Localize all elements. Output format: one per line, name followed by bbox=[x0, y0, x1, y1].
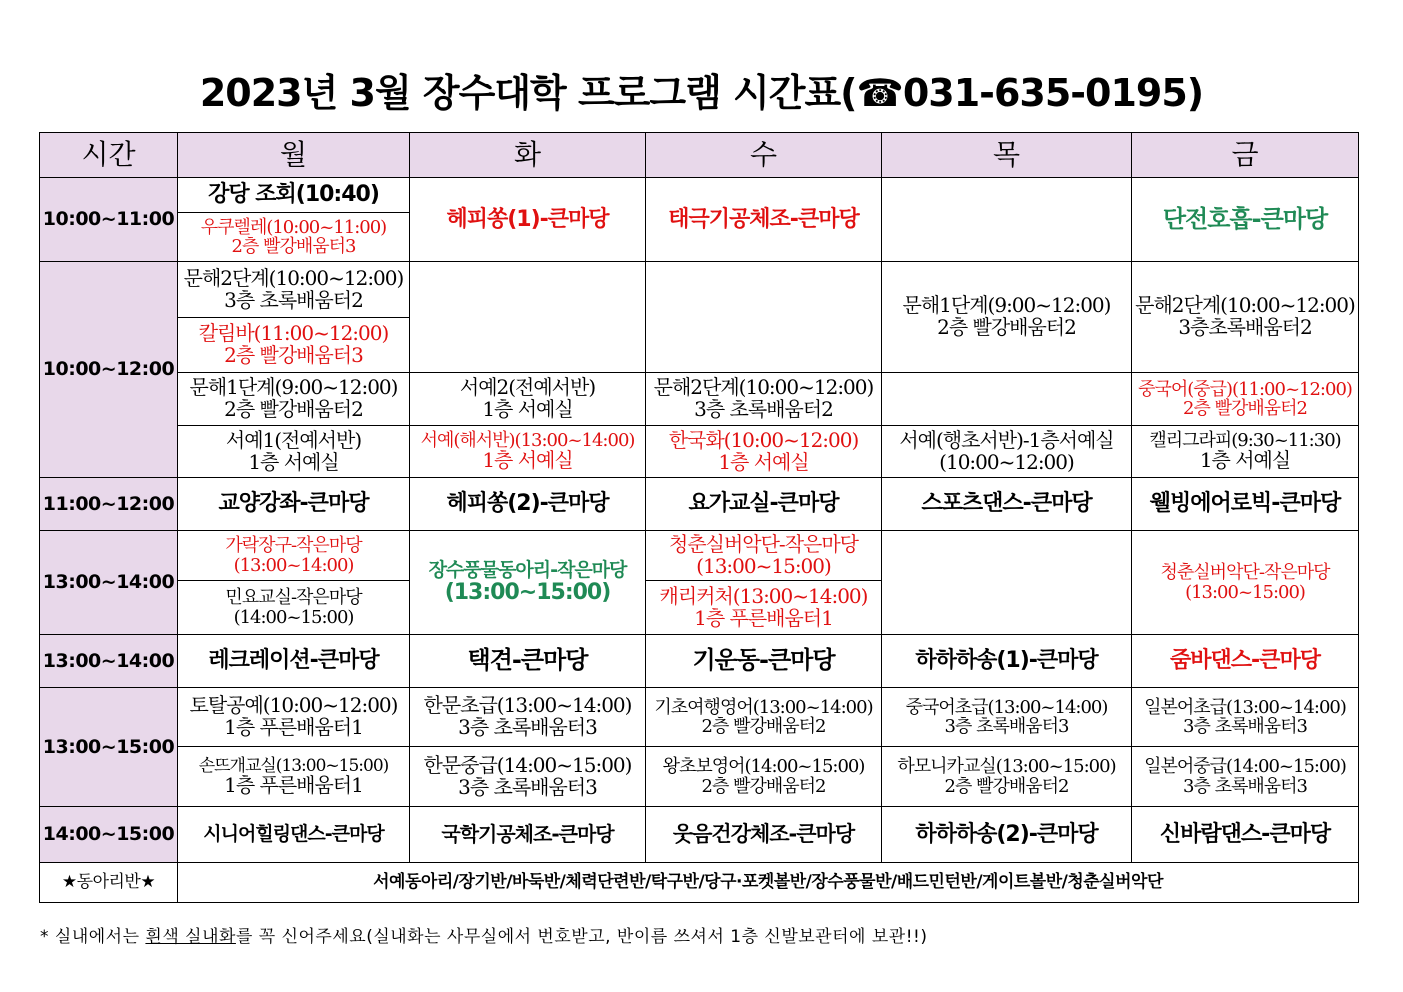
cell-hahaha-2: 하하하송(2)-큰마당 bbox=[882, 807, 1132, 863]
cell-zumba: 줌바댄스-큰마당 bbox=[1132, 635, 1359, 688]
cell-caricature: 캐리커처(13:00~14:00) 1층 푸른배움터1 bbox=[646, 581, 882, 635]
club-label: ★동아리반★ bbox=[40, 863, 178, 903]
cell-yoga: 요가교실-큰마당 bbox=[646, 478, 882, 531]
time-cell: 13:00~14:00 bbox=[40, 531, 178, 635]
cell-empty bbox=[882, 178, 1132, 262]
cell-harmonica: 하모니카교실(13:00~15:00) 2층 빨강배움터2 bbox=[882, 747, 1132, 807]
cell-japanese-basic: 일본어초급(13:00~14:00) 3층 초록배움터3 bbox=[1132, 688, 1359, 747]
page-title: 2023년 3월 장수대학 프로그램 시간표(☎031-635-0195) bbox=[199, 71, 1204, 115]
header-thu: 목 bbox=[882, 133, 1132, 178]
cell-happysong-2: 헤피쏭(2)-큰마당 bbox=[410, 478, 646, 531]
schedule-table bbox=[39, 132, 1359, 903]
cell-silver-band-fri: 청춘실버악단-작은마당 (13:00~15:00) bbox=[1132, 531, 1359, 635]
cell-janggu: 가락장구-작은마당 (13:00~14:00) bbox=[178, 531, 410, 581]
header-wed: 수 bbox=[646, 133, 882, 178]
cell-knitting: 손뜨개교실(13:00~15:00) 1층 푸른배움터1 bbox=[178, 747, 410, 807]
cell-danjeon: 단전호흡-큰마당 bbox=[1132, 178, 1359, 262]
cell-sinbaram: 신바람댄스-큰마당 bbox=[1132, 807, 1359, 863]
cell-assembly: 강당 조회(10:40) bbox=[178, 178, 410, 213]
cell-gukhak-qigong: 국학기공체조-큰마당 bbox=[410, 807, 646, 863]
cell-beginner-english: 왕초보영어(14:00~15:00) 2층 빨강배움터2 bbox=[646, 747, 882, 807]
cell-hahaha-1: 하하하송(1)-큰마당 bbox=[882, 635, 1132, 688]
cell-silver-band: 청춘실버악단-작은마당 (13:00~15:00) bbox=[646, 531, 882, 581]
header-time: 시간 bbox=[40, 133, 178, 178]
cell-chinese-basic: 중국어초급(13:00~14:00) 3층 초록배움터3 bbox=[882, 688, 1132, 747]
cell-calligraphy2: 서예2(전예서반) 1층 서예실 bbox=[410, 373, 646, 426]
cell-ukulele: 우쿠렐레(10:00~11:00) 2층 빨강배움터3 bbox=[178, 213, 410, 262]
cell-hanmun-basic: 한문초급(13:00~14:00) 3층 초록배움터3 bbox=[410, 688, 646, 747]
cell-pungmul: 장수풍물동아리-작은마당 (13:00~15:00) bbox=[410, 531, 646, 635]
cell-empty bbox=[882, 531, 1132, 635]
cell-calligraphy-haeseo: 서예(해서반)(13:00~14:00) 1층 서예실 bbox=[410, 426, 646, 478]
cell-qi-exercise: 기운동-큰마당 bbox=[646, 635, 882, 688]
header-fri: 금 bbox=[1132, 133, 1359, 178]
cell-literacy2-fri: 문해2단계(10:00~12:00) 3층초록배움터2 bbox=[1132, 262, 1359, 373]
header-tue: 화 bbox=[410, 133, 646, 178]
header-row bbox=[40, 133, 1359, 178]
cell-sports-dance: 스포츠댄스-큰마당 bbox=[882, 478, 1132, 531]
time-cell: 10:00~12:00 bbox=[40, 262, 178, 478]
cell-literacy1-mon: 문해1단계(9:00~12:00) 2층 빨강배움터2 bbox=[178, 373, 410, 426]
cell-taegeuk: 태극기공체조-큰마당 bbox=[646, 178, 882, 262]
time-cell: 10:00~11:00 bbox=[40, 178, 178, 262]
cell-culture-lecture: 교양강좌-큰마당 bbox=[178, 478, 410, 531]
cell-literacy2: 문해2단계(10:00~12:00) 3층 초록배움터2 bbox=[178, 262, 410, 318]
cell-calligraphy-art: 캘리그라피(9:30~11:30) 1층 서예실 bbox=[1132, 426, 1359, 478]
cell-literacy1: 문해1단계(9:00~12:00) 2층 빨강배움터2 bbox=[882, 262, 1132, 373]
cell-folk-song: 민요교실-작은마당 (14:00~15:00) bbox=[178, 581, 410, 635]
cell-calligraphy-haengcho: 서예(행초서반)-1층서예실 (10:00~12:00) bbox=[882, 426, 1132, 478]
cell-travel-english: 기초여행영어(13:00~14:00) 2층 빨강배움터2 bbox=[646, 688, 882, 747]
cell-empty bbox=[882, 373, 1132, 426]
cell-senior-dance: 시니어힐링댄스-큰마당 bbox=[178, 807, 410, 863]
club-list: 서예동아리/장기반/바둑반/체력단련반/탁구반/당구·포켓볼반/장수풍물반/배드민턴반/게이트볼반/청춘실버악단 bbox=[178, 863, 1359, 903]
time-cell: 11:00~12:00 bbox=[40, 478, 178, 531]
time-cell: 13:00~15:00 bbox=[40, 688, 178, 807]
footnote: * 실내에서는 흰색 실내화를 꼭 신어주세요(실내화는 사무실에서 번호받고, 반이름 쓰셔서 1층 신발보관터에 보관!!) bbox=[40, 927, 928, 947]
cell-recreation: 레크레이션-큰마당 bbox=[178, 635, 410, 688]
cell-empty bbox=[410, 262, 646, 373]
cell-calligraphy1: 서예1(전예서반) 1층 서예실 bbox=[178, 426, 410, 478]
cell-empty bbox=[646, 262, 882, 373]
cell-laughter: 웃음건강체조-큰마당 bbox=[646, 807, 882, 863]
cell-total-craft: 토탈공예(10:00~12:00) 1층 푸른배움터1 bbox=[178, 688, 410, 747]
cell-chinese-mid: 중국어(중급)(11:00~12:00) 2층 빨강배움터2 bbox=[1132, 373, 1359, 426]
cell-japanese-mid: 일본어중급(14:00~15:00) 3층 초록배움터3 bbox=[1132, 747, 1359, 807]
time-cell: 14:00~15:00 bbox=[40, 807, 178, 863]
cell-happysong-1: 헤피쏭(1)-큰마당 bbox=[410, 178, 646, 262]
header-mon: 월 bbox=[178, 133, 410, 178]
cell-literacy2-wed: 문해2단계(10:00~12:00) 3층 초록배움터2 bbox=[646, 373, 882, 426]
cell-taekkyeon: 택견-큰마당 bbox=[410, 635, 646, 688]
time-cell: 13:00~14:00 bbox=[40, 635, 178, 688]
cell-aerobics: 웰빙에어로빅-큰마당 bbox=[1132, 478, 1359, 531]
cell-korean-painting: 한국화(10:00~12:00) 1층 서예실 bbox=[646, 426, 882, 478]
cell-kalimba: 칼림바(11:00~12:00) 2층 빨강배움터3 bbox=[178, 318, 410, 373]
cell-hanmun-mid: 한문중급(14:00~15:00) 3층 초록배움터3 bbox=[410, 747, 646, 807]
